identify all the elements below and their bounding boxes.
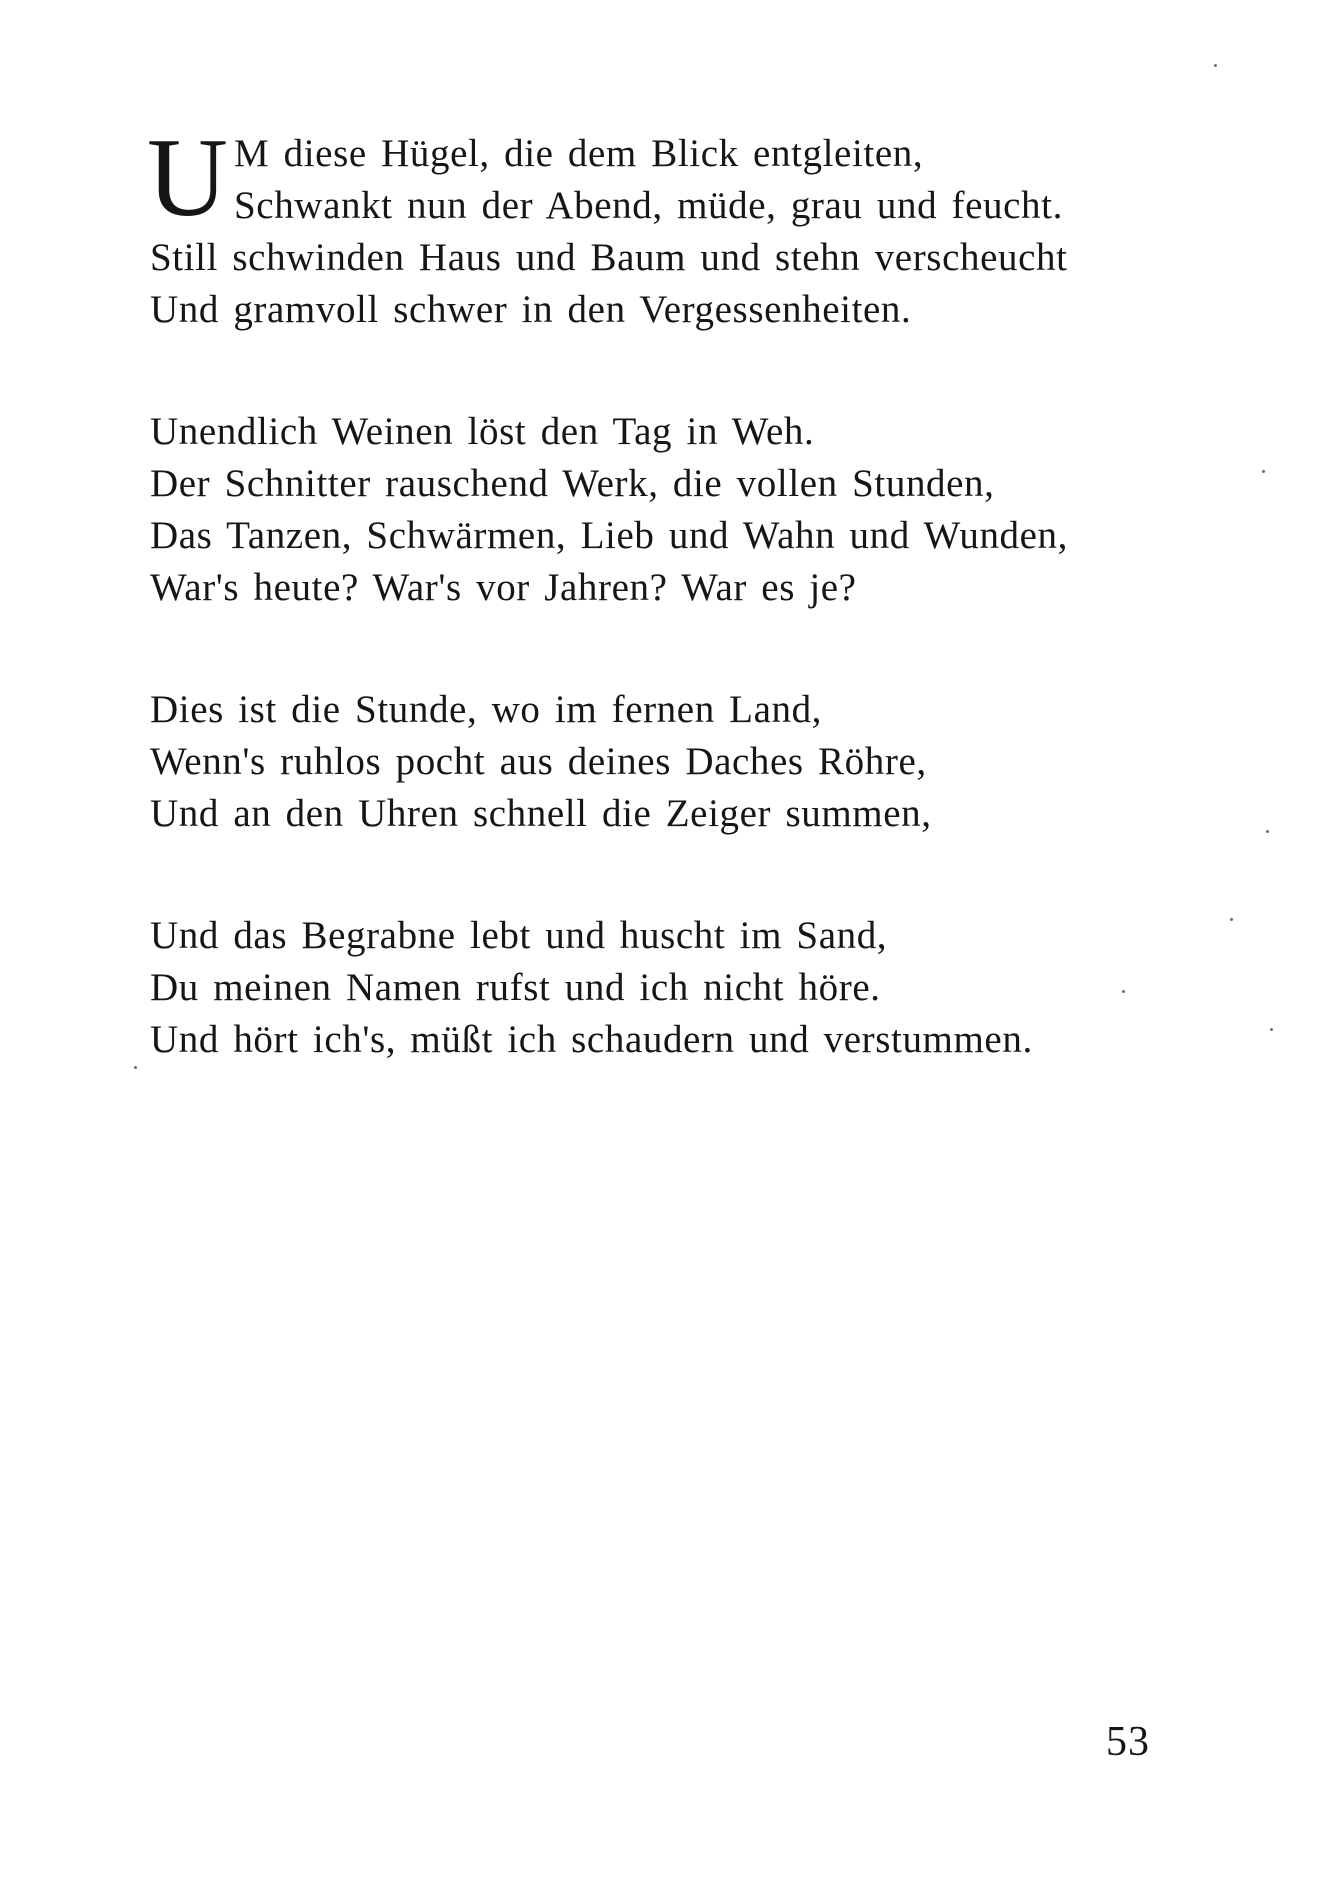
scan-speck bbox=[1270, 1028, 1273, 1031]
scan-speck bbox=[1266, 830, 1269, 833]
scan-speck bbox=[1230, 918, 1233, 921]
poem-line: Und hört ich's, müßt ich schaudern und verstummen. bbox=[150, 1018, 1033, 1061]
poem-line: Und das Begrabne lebt und huscht im Sand, bbox=[150, 914, 888, 957]
scan-speck bbox=[1262, 470, 1265, 473]
stanza-4 bbox=[150, 910, 1190, 1066]
poem-line: Unendlich Weinen löst den Tag in Weh. bbox=[150, 410, 815, 453]
poem-line: Das Tanzen, Schwärmen, Lieb und Wahn und Wunden, bbox=[150, 514, 1068, 557]
poem-line: Du meinen Namen rufst und ich nicht höre. bbox=[150, 966, 881, 1009]
poem-line: M diese Hügel, die dem Blick entgleiten, bbox=[234, 132, 924, 175]
stanza-1 bbox=[147, 116, 1190, 336]
poem-line: Und an den Uhren schnell die Zeiger summen, bbox=[150, 792, 932, 835]
poem-line: Schwankt nun der Abend, müde, grau und feucht. bbox=[234, 184, 1063, 227]
poem bbox=[147, 116, 1190, 1136]
poem-line: Dies ist die Stunde, wo im fernen Land, bbox=[150, 688, 823, 731]
scan-speck bbox=[1122, 990, 1125, 993]
drop-cap: U bbox=[147, 116, 228, 240]
page-number: 53 bbox=[1106, 1719, 1150, 1765]
poem-line: War's heute? War's vor Jahren? War es je? bbox=[150, 566, 857, 609]
poem-line: Still schwinden Haus und Baum und stehn verscheucht bbox=[150, 236, 1068, 279]
scan-speck bbox=[1214, 64, 1217, 67]
poem-line: Und gramvoll schwer in den Vergessenheiten. bbox=[150, 288, 912, 331]
stanza-3 bbox=[150, 684, 1190, 840]
poem-line: Wenn's ruhlos pocht aus deines Daches Röhre, bbox=[150, 740, 927, 783]
poem-line: Der Schnitter rauschend Werk, die vollen Stunden, bbox=[150, 462, 995, 505]
scan-speck bbox=[134, 1066, 137, 1069]
stanza-2 bbox=[150, 406, 1190, 614]
